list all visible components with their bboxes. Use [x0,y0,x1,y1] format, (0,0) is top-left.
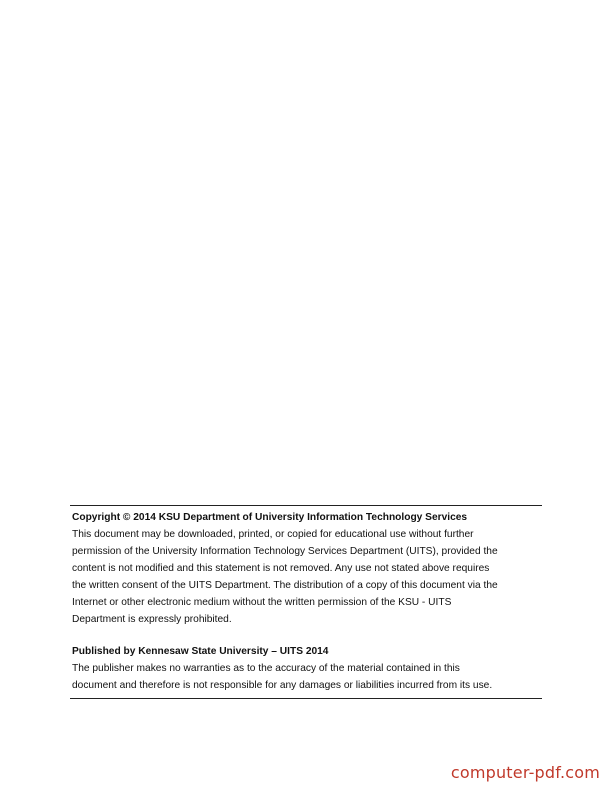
copyright-notice-block [70,505,542,699]
publisher-line: document and therefore is not responsible for any damages or liabilities incurred from its use. [72,680,493,691]
publisher-title: Published by Kennesaw State University – UITS 2014 [72,646,329,657]
publisher-line: The publisher makes no warranties as to the accuracy of the material contained in this [72,663,460,674]
site-watermark: computer-pdf.com [450,763,600,782]
copyright-line: permission of the University Information Technology Services Department (UITS), provided the [72,546,498,557]
copyright-line: the written consent of the UITS Department. The distribution of a copy of this document via the [72,580,498,591]
copyright-line: This document may be downloaded, printed, or copied for educational use without further [72,529,474,540]
copyright-line: Internet or other electronic medium without the written permission of the KSU - UITS [72,597,452,608]
copyright-line: content is not modified and this statement is not removed. Any use not stated above requires [72,563,490,574]
copyright-title: Copyright © 2014 KSU Department of University Information Technology Services [72,512,468,523]
section-spacer [72,628,542,643]
copyright-line: Department is expressly prohibited. [72,614,232,625]
